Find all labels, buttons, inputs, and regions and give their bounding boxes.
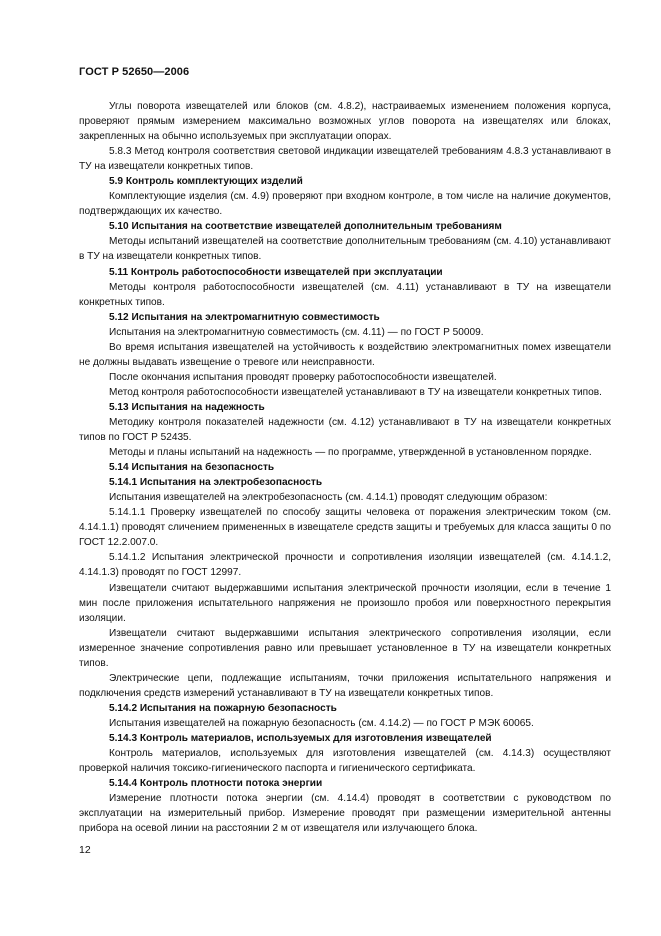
- paragraph: Углы поворота извещателей или блоков (см. 4.8.2), настраиваемых изменением положения корпуса, проверяют прямым измерением максимально возможных углов поворота на извещателях или блоках, закрепленных на обычно используемых при эксплуатации опорах.: [79, 101, 611, 143]
- paragraph: Методы испытаний извещателей на соответствие дополнительным требованиям (см. 4.10) устанавливают в ТУ на извещатели конкретных типов.: [79, 236, 611, 263]
- section-heading: 5.14.1 Испытания на электробезопасность: [109, 477, 323, 489]
- paragraph: Комплектующие изделия (см. 4.9) проверяют при входном контроле, в том числе на наличие документов, подтверждающих их качество.: [79, 191, 611, 218]
- section-heading: 5.11 Контроль работоспособности извещателей при эксплуатации: [109, 266, 443, 278]
- paragraph: Во время испытания извещателей на устойчивость к воздействию электромагнитных помех извещатели не должны выдавать извещение о тревоге или неисправности.: [79, 341, 611, 368]
- section-heading: 5.14 Испытания на безопасность: [109, 462, 275, 474]
- paragraph: Методику контроля показателей надежности (см. 4.12) устанавливают в ТУ на извещатели конкретных типов по ГОСТ Р 52435.: [79, 416, 611, 444]
- paragraph: Извещатели считают выдержавшими испытания электрического сопротивления изоляции, если измеренное значение сопротивления равно или превышает установленное в ТУ на извещатели конкретных типов.: [79, 627, 611, 669]
- paragraph: Электрические цепи, подлежащие испытаниям, точки приложения испытательного напряжения и подключения средств измерений устанавливают в ТУ на извещатели конкретных типов.: [79, 672, 611, 699]
- section-heading: 5.10 Испытания на соответствие извещателей дополнительным требованиям: [109, 221, 502, 233]
- paragraph: 5.14.1.2 Испытания электрической прочности и сопротивления изоляции извещателей (см. 4.14.1.2, 4.14.1.3) проводят по ГОСТ 12997.: [79, 552, 611, 579]
- paragraph: Методы и планы испытаний на надежность — по программе, утвержденной в установленном порядке.: [109, 447, 592, 459]
- paragraph: 5.8.3 Метод контроля соответствия световой индикации извещателей требованиям 4.8.3 устанавливают в ТУ на извещатели конкретных типов.: [79, 146, 611, 173]
- paragraph: Испытания извещателей на электробезопасность (см. 4.14.1) проводят следующим образом:: [109, 492, 548, 504]
- paragraph: Контроль материалов, используемых для изготовления извещателей (см. 4.14.3) осуществляют проверкой наличия токсико-гигиенического паспорта и гигиенического сертификата.: [79, 748, 611, 775]
- paragraph: Извещатели считают выдержавшими испытания электрической прочности изоляции, если в течение 1 мин после приложения испытательного напряжения не произошло пробоя или поверхностного перекрытия изоляции.: [79, 582, 611, 624]
- paragraph: Испытания на электромагнитную совместимость (см. 4.11) — по ГОСТ Р 50009.: [109, 326, 484, 338]
- paragraph: Методы контроля работоспособности извещателей (см. 4.11) устанавливают в ТУ на извещатели конкретных типов.: [79, 281, 611, 308]
- section-heading: 5.13 Испытания на надежность: [109, 401, 265, 413]
- section-heading: 5.12 Испытания на электромагнитную совместимость: [109, 311, 380, 323]
- paragraph: 5.14.1.1 Проверку извещателей по способу защиты человека от поражения электрическим током (см. 4.14.1.1) проводят сличением примененных в извещателе средств защиты и требуемых для класса защиты 0 по ГОСТ 12.2.007.0.: [79, 507, 611, 549]
- paragraph: Метод контроля работоспособности извещателей устанавливают в ТУ на извещатели конкретных типов.: [109, 386, 602, 398]
- section-heading: 5.14.3 Контроль материалов, используемых для изготовления извещателей: [109, 732, 492, 744]
- paragraph: После окончания испытания проводят проверку работоспособности извещателей.: [109, 371, 497, 383]
- section-heading: 5.14.2 Испытания на пожарную безопасность: [109, 702, 337, 714]
- section-heading: 5.14.4 Контроль плотности потока энергии: [109, 778, 323, 790]
- section-heading: 5.9 Контроль комплектующих изделий: [109, 176, 303, 188]
- document-code: ГОСТ Р 52650—2006: [79, 66, 190, 78]
- paragraph: Испытания извещателей на пожарную безопасность (см. 4.14.2) — по ГОСТ Р МЭК 60065.: [109, 717, 534, 729]
- document-body: [79, 99, 611, 836]
- page-number: 12: [79, 844, 91, 856]
- paragraph: Измерение плотности потока энергии (см. 4.14.4) проводят в соответствии с руководством по эксплуатации на измерительный прибор. Измерение проводят при размещении измерительной антенны прибора на осевой линии на расстоянии 2 м от извещателя или излучающего блока.: [79, 793, 611, 835]
